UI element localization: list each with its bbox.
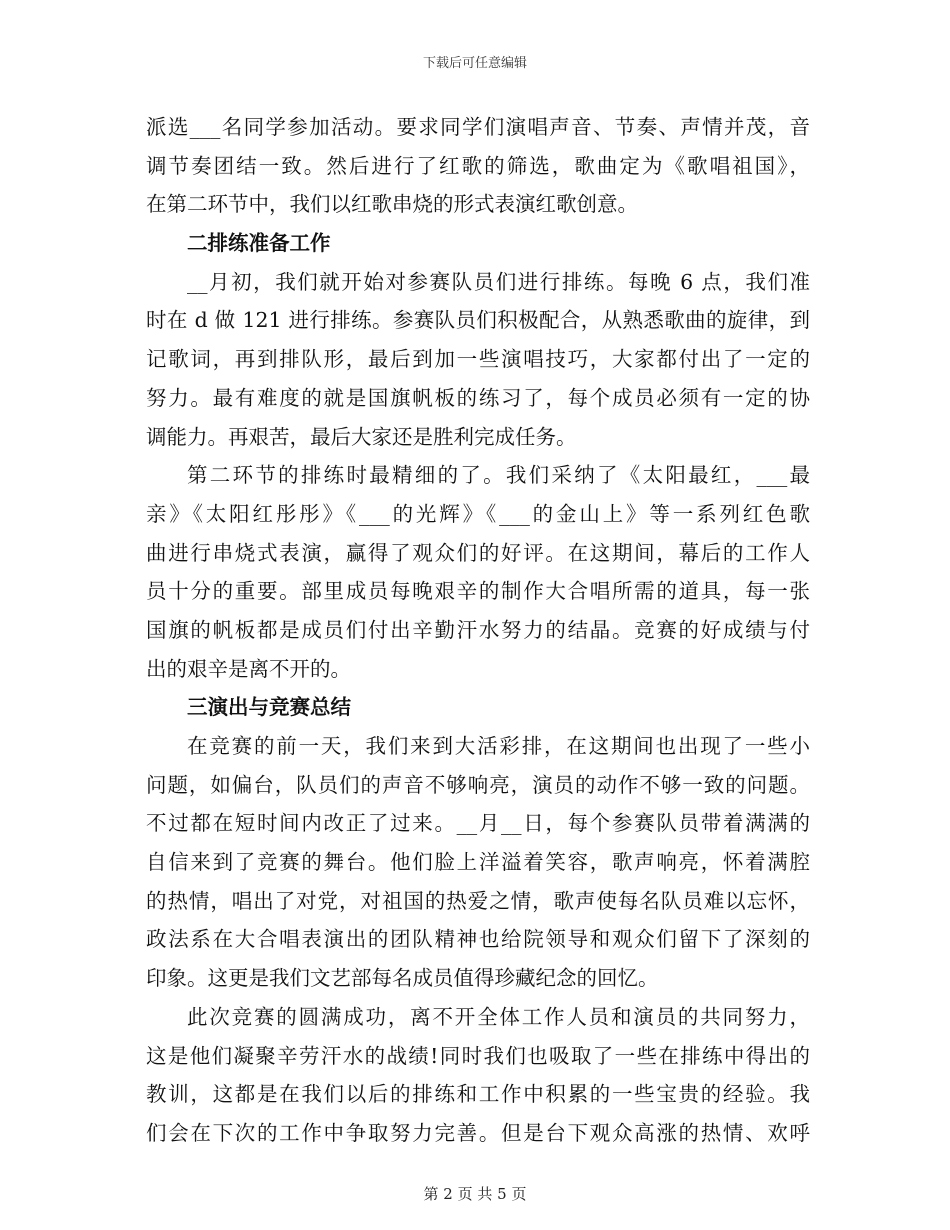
paragraph-line: 员十分的重要。部里成员每晚艰辛的制作大合唱所需的道具，每一张 — [146, 579, 810, 604]
document-body — [146, 108, 810, 1153]
paragraph-line: 努力。最有难度的就是国旗帆板的练习了，每个成员必须有一定的协 — [146, 385, 810, 410]
paragraph-line: 第二环节的排练时最精细的了。我们采纳了《太阳最红，___最 — [187, 463, 810, 488]
paragraph-line: 记歌词，再到排队形，最后到加一些演唱技巧，大家都付出了一定的 — [146, 347, 810, 372]
paragraph-line: 的热情，唱出了对党，对祖国的热爱之情，歌声使每名队员难以忘怀， — [146, 888, 810, 913]
paragraph-line: 不过都在短时间内改正了过来。__月__日，每个参赛队员带着满满的 — [146, 811, 810, 836]
paragraph-line: 们会在下次的工作中争取努力完善。但是台下观众高涨的热情、欢呼 — [146, 1120, 810, 1145]
paragraph-line: 时在 d 做 121 进行排练。参赛队员们积极配合，从熟悉歌曲的旋律，到 — [146, 308, 810, 333]
page-header: 下载后可任意编辑 — [422, 56, 527, 71]
page-number-footer: 第 2 页 共 5 页 — [423, 1185, 527, 1203]
paragraph-line: 印象。这更是我们文艺部每名成员值得珍藏纪念的回忆。 — [146, 966, 659, 991]
paragraph-line: 出的艰辛是离不开的。 — [146, 656, 351, 681]
paragraph-line: 调节奏团结一致。然后进行了红歌的筛选，歌曲定为《歌唱祖国》， — [146, 153, 810, 178]
paragraph-line: 在竞赛的前一天，我们来到大活彩排，在这期间也出现了一些小 — [187, 734, 810, 758]
paragraph-line: 这是他们凝聚辛劳汗水的战绩!同时我们也吸取了一些在排练中得出的 — [146, 1043, 810, 1068]
paragraph-line: 教训，这都是在我们以后的排练和工作中积累的一些宝贵的经验。我 — [146, 1082, 810, 1107]
paragraph-line: 政法系在大合唱表演出的团队精神也给院领导和观众们留下了深刻的 — [146, 927, 810, 952]
paragraph-line: 亲》《太阳红彤彤》《___的光辉》《___的金山上》等一系列红色歌 — [146, 501, 810, 526]
section-heading: 二排练准备工作 — [187, 231, 331, 256]
section-heading: 三演出与竞赛总结 — [187, 695, 351, 720]
paragraph-line: 国旗的帆板都是成员们付出辛勤汗水努力的结晶。竞赛的好成绩与付 — [146, 617, 810, 642]
paragraph-line: 问题，如偏台，队员们的声音不够响亮，演员的动作不够一致的问题。 — [146, 772, 810, 797]
paragraph-line: 派选___名同学参加活动。要求同学们演唱声音、节奏、声情并茂，音 — [146, 115, 810, 139]
paragraph-line: 在第二环节中，我们以红歌串烧的形式表演红歌创意。 — [146, 192, 638, 217]
paragraph-line: 调能力。再艰苦，最后大家还是胜利完成任务。 — [146, 424, 577, 449]
paragraph-line: 自信来到了竞赛的舞台。他们脸上洋溢着笑容，歌声响亮，怀着满腔 — [146, 850, 810, 875]
paragraph-line: __月初，我们就开始对参赛队员们进行排练。每晚 6 点，我们准 — [187, 269, 810, 294]
paragraph-line: 曲进行串烧式表演，赢得了观众们的好评。在这期间，幕后的工作人 — [146, 540, 810, 565]
paragraph-line: 此次竞赛的圆满成功，离不开全体工作人员和演员的共同努力， — [187, 1004, 810, 1029]
